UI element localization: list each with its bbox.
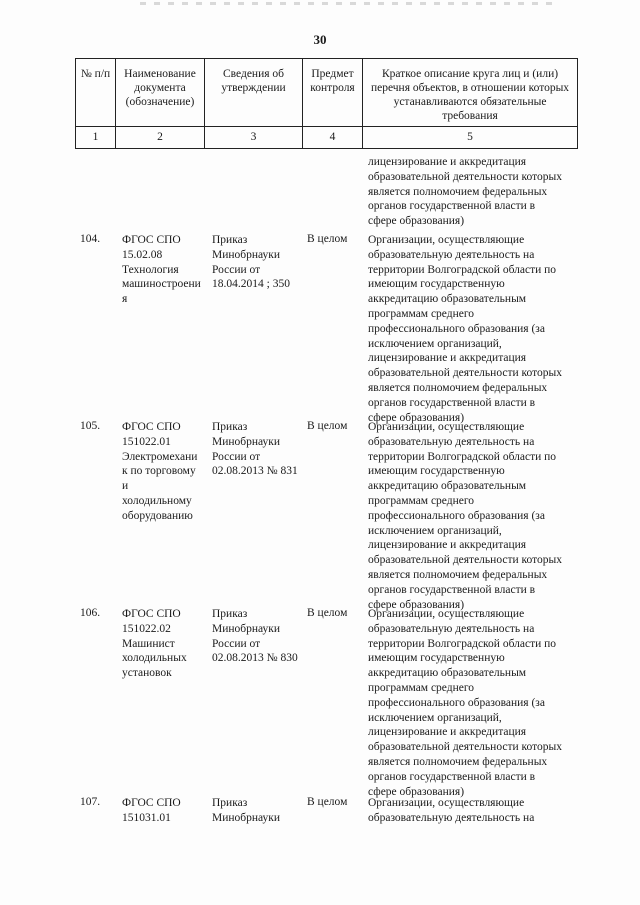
- description-line: профессионального образования (за: [368, 322, 545, 335]
- description-line: территории Волгоградской области по: [368, 263, 557, 276]
- description-line: имеющим государственную: [368, 278, 505, 291]
- document-line: 151022.02: [122, 622, 171, 635]
- description-line: Организации, осуществляющие: [368, 234, 525, 246]
- row-description: [368, 796, 571, 826]
- header-subject: Предмет контроля: [310, 68, 355, 94]
- document-line: Технология: [122, 263, 179, 276]
- description-line: Организации, осуществляющие: [368, 608, 525, 620]
- description-line: образовательную деятельность на: [368, 435, 535, 448]
- description-line: сфере образования): [368, 598, 465, 611]
- column-number: 3: [250, 131, 257, 143]
- description-line: программам среднего: [368, 494, 475, 507]
- description-line: программам среднего: [368, 681, 475, 694]
- description-line: образовательную деятельность на: [368, 622, 535, 635]
- header-approval: Сведения об утверждении: [221, 68, 286, 94]
- approval-info: [212, 796, 308, 826]
- approval-line: Приказ: [212, 608, 248, 620]
- column-number: 2: [157, 131, 163, 143]
- description-line: сфере образования): [368, 411, 465, 424]
- row-number: 107.: [80, 796, 101, 808]
- approval-line: Минобрнауки: [212, 811, 281, 824]
- description-line: имеющим государственную: [368, 652, 505, 665]
- document-line: 151022.01: [122, 435, 171, 448]
- description-line: Организации, осуществляющие: [368, 797, 525, 809]
- column-number: 5: [467, 131, 473, 143]
- approval-line: Минобрнауки: [212, 248, 281, 261]
- description-line: образовательную деятельность на: [368, 248, 535, 261]
- approval-line: Минобрнауки: [212, 435, 281, 448]
- document-line: 151031.01: [122, 811, 171, 824]
- description-line: профессионального образования (за: [368, 509, 545, 522]
- description-line: органов государственной власти в: [368, 200, 536, 213]
- column-number: 1: [92, 131, 99, 143]
- description-line: является полномочием федеральных: [368, 381, 548, 394]
- document-line: ФГОС СПО: [122, 608, 181, 620]
- document-line: установок: [122, 667, 172, 680]
- description-line: сфере образования): [368, 215, 465, 228]
- approval-info: [212, 607, 308, 666]
- description-line: лицензирование и аккредитация: [368, 539, 527, 552]
- row-number: 104.: [80, 233, 101, 245]
- approval-line: Минобрнауки: [212, 622, 281, 635]
- document-line: я: [122, 293, 128, 306]
- description-line: образовательной деятельности которых: [368, 170, 562, 183]
- description-line: является полномочием федеральных: [368, 185, 548, 198]
- approval-info: [212, 420, 308, 479]
- approval-line: 18.04.2014 ; 350: [212, 278, 290, 291]
- header-document: Наименование документа (обозначение): [124, 68, 196, 108]
- description-line: профессионального образования (за: [368, 696, 545, 709]
- document-name: [122, 796, 206, 826]
- description-line: является полномочием федеральных: [368, 568, 548, 581]
- description-line: аккредитацию образовательным: [368, 667, 527, 680]
- description-line: исключением организаций,: [368, 711, 502, 724]
- approval-line: Приказ: [212, 797, 248, 809]
- control-subject: В целом: [307, 233, 348, 245]
- description-line: исключением организаций,: [368, 524, 502, 537]
- header-num: № п/п: [80, 68, 111, 80]
- document-line: оборудованию: [122, 509, 193, 522]
- approval-line: России от: [212, 263, 261, 276]
- document-line: ФГОС СПО: [122, 421, 181, 433]
- document-line: холодильному: [122, 494, 192, 507]
- scan-artifact: [140, 2, 560, 5]
- table-header: [75, 58, 578, 149]
- description-line: образовательной деятельности которых: [368, 554, 562, 567]
- description-line: образовательной деятельности которых: [368, 741, 562, 754]
- control-subject: В целом: [307, 420, 348, 432]
- control-subject: В целом: [307, 607, 348, 619]
- document-line: 15.02.08: [122, 248, 163, 261]
- description-line: органов государственной власти в: [368, 770, 536, 783]
- continuation-description: [368, 155, 571, 229]
- approval-line: 02.08.2013 № 831: [212, 465, 298, 478]
- document-name: [122, 233, 206, 307]
- description-line: территории Волгоградской области по: [368, 637, 557, 650]
- description-line: аккредитацию образовательным: [368, 293, 527, 306]
- header-divider: [76, 126, 577, 127]
- header-description: Краткое описание круга лиц и (или) перечня объектов, в отношении которых устанавливаются обязательные требования: [370, 68, 570, 122]
- row-description: [368, 420, 571, 612]
- description-line: лицензирование и аккредитация: [368, 156, 527, 168]
- document-line: холодильных: [122, 652, 187, 665]
- description-line: органов государственной власти в: [368, 396, 536, 409]
- approval-line: Приказ: [212, 421, 248, 433]
- approval-line: России от: [212, 450, 261, 463]
- column-number: 4: [329, 131, 336, 143]
- description-line: сфере образования): [368, 785, 465, 798]
- document-line: Машинист: [122, 637, 175, 650]
- control-subject: В целом: [307, 796, 348, 808]
- approval-line: Приказ: [212, 234, 248, 246]
- description-line: образовательной деятельности которых: [368, 367, 562, 380]
- description-line: лицензирование и аккредитация: [368, 726, 527, 739]
- description-line: исключением организаций,: [368, 337, 502, 350]
- description-line: лицензирование и аккредитация: [368, 352, 527, 365]
- approval-line: России от: [212, 637, 261, 650]
- document-line: ФГОС СПО: [122, 797, 181, 809]
- description-line: имеющим государственную: [368, 465, 505, 478]
- document-line: Электромехани: [122, 450, 198, 463]
- description-line: является полномочием федеральных: [368, 755, 548, 768]
- description-line: аккредитацию образовательным: [368, 480, 527, 493]
- description-line: органов государственной власти в: [368, 583, 536, 596]
- row-number: 106.: [80, 607, 101, 619]
- row-description: [368, 607, 571, 799]
- document-line: ФГОС СПО: [122, 234, 181, 246]
- document-name: [122, 420, 206, 524]
- document-line: и: [122, 480, 129, 493]
- description-line: образовательную деятельность на: [368, 811, 535, 824]
- approval-info: [212, 233, 308, 292]
- row-number: 105.: [80, 420, 101, 432]
- page-number: 30: [313, 32, 327, 47]
- description-line: Организации, осуществляющие: [368, 421, 525, 433]
- document-line: машиностроени: [122, 278, 201, 291]
- description-line: программам среднего: [368, 307, 475, 320]
- document-name: [122, 607, 206, 681]
- description-line: территории Волгоградской области по: [368, 450, 557, 463]
- approval-line: 02.08.2013 № 830: [212, 652, 298, 665]
- document-line: к по торговому: [122, 465, 196, 478]
- row-description: [368, 233, 571, 425]
